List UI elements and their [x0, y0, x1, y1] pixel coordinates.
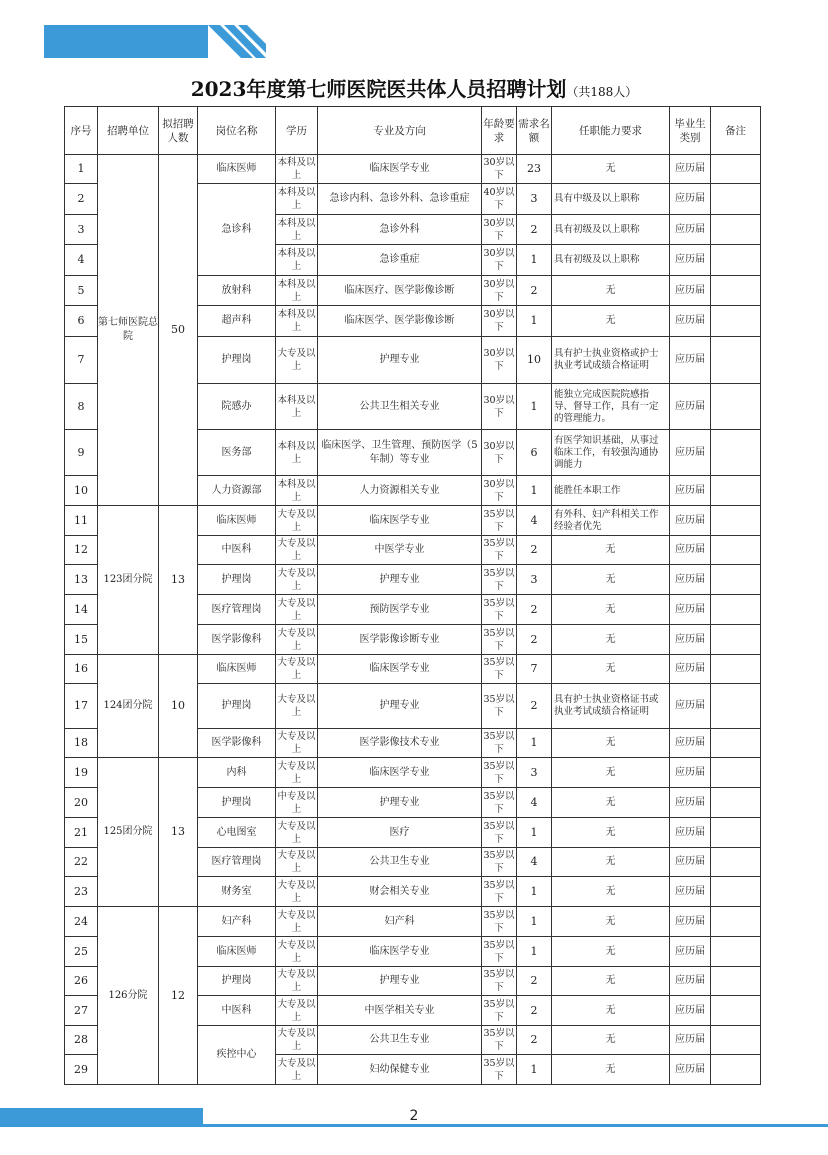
- major: 临床医学专业: [318, 758, 482, 788]
- quota: 23: [517, 155, 552, 184]
- major: 护理专业: [318, 967, 482, 996]
- post-name: 疾控中心: [198, 1026, 276, 1085]
- education: 本科及以上: [276, 245, 318, 276]
- education: 本科及以上: [276, 430, 318, 476]
- notes: [711, 215, 761, 245]
- col-header-major: 专业及方向: [318, 107, 482, 155]
- row-index: 29: [65, 1055, 98, 1085]
- row-index: 12: [65, 536, 98, 565]
- age-requirement: 35岁以下: [482, 506, 517, 536]
- quota: 6: [517, 430, 552, 476]
- major: 公共卫生相关专业: [318, 384, 482, 430]
- age-requirement: 35岁以下: [482, 877, 517, 907]
- age-requirement: 30岁以下: [482, 430, 517, 476]
- table-row: [65, 758, 761, 788]
- notes: [711, 996, 761, 1026]
- graduate-type: 应历届: [670, 476, 711, 506]
- major: 临床医疗、医学影像诊断: [318, 276, 482, 306]
- post-name: 医疗管理岗: [198, 848, 276, 877]
- quota: 2: [517, 1026, 552, 1055]
- graduate-type: 应历届: [670, 536, 711, 565]
- unit-count: 10: [159, 655, 198, 758]
- major: 护理专业: [318, 788, 482, 818]
- table-row: [65, 907, 761, 937]
- notes: [711, 184, 761, 215]
- major: 中医学相关专业: [318, 996, 482, 1026]
- unit-name: 124团分院: [98, 655, 159, 758]
- post-name: 妇产科: [198, 907, 276, 937]
- post-name: 临床医师: [198, 506, 276, 536]
- quota: 1: [517, 907, 552, 937]
- requirements: 无: [552, 758, 670, 788]
- footer-rule: [203, 1124, 828, 1127]
- requirements: 无: [552, 788, 670, 818]
- row-index: 26: [65, 967, 98, 996]
- age-requirement: 35岁以下: [482, 848, 517, 877]
- quota: 7: [517, 655, 552, 684]
- notes: [711, 595, 761, 625]
- notes: [711, 276, 761, 306]
- education: 本科及以上: [276, 306, 318, 337]
- quota: 3: [517, 758, 552, 788]
- row-index: 18: [65, 729, 98, 758]
- age-requirement: 35岁以下: [482, 907, 517, 937]
- post-name: 院感办: [198, 384, 276, 430]
- col-header-index: 序号: [65, 107, 98, 155]
- requirements: 无: [552, 818, 670, 848]
- quota: 4: [517, 848, 552, 877]
- post-name: 医学影像科: [198, 625, 276, 655]
- education: 大专及以上: [276, 684, 318, 729]
- row-index: 14: [65, 595, 98, 625]
- age-requirement: 35岁以下: [482, 758, 517, 788]
- notes: [711, 1026, 761, 1055]
- education: 大专及以上: [276, 1026, 318, 1055]
- col-header-unit: 招聘单位: [98, 107, 159, 155]
- notes: [711, 536, 761, 565]
- row-index: 16: [65, 655, 98, 684]
- unit-name: 123团分院: [98, 506, 159, 655]
- post-name: 财务室: [198, 877, 276, 907]
- major: 护理专业: [318, 684, 482, 729]
- row-index: 23: [65, 877, 98, 907]
- requirements: 无: [552, 655, 670, 684]
- requirements: 无: [552, 729, 670, 758]
- col-header-graduate-type: 毕业生类别: [670, 107, 711, 155]
- post-name: 护理岗: [198, 684, 276, 729]
- age-requirement: 35岁以下: [482, 729, 517, 758]
- row-index: 20: [65, 788, 98, 818]
- document-title-row: [0, 73, 828, 102]
- major: 财会相关专业: [318, 877, 482, 907]
- header-stripe-decoration: [44, 25, 266, 58]
- education: 本科及以上: [276, 384, 318, 430]
- row-index: 9: [65, 430, 98, 476]
- post-name: 护理岗: [198, 967, 276, 996]
- row-index: 17: [65, 684, 98, 729]
- education: 本科及以上: [276, 184, 318, 215]
- graduate-type: 应历届: [670, 729, 711, 758]
- notes: [711, 306, 761, 337]
- requirements: 无: [552, 155, 670, 184]
- post-name: 临床医师: [198, 937, 276, 967]
- post-name: 中医科: [198, 536, 276, 565]
- notes: [711, 758, 761, 788]
- education: 本科及以上: [276, 276, 318, 306]
- requirements: 无: [552, 937, 670, 967]
- page-title: 2023年度第七师医院医共体人员招聘计划: [190, 77, 567, 101]
- row-index: 10: [65, 476, 98, 506]
- requirements: 无: [552, 306, 670, 337]
- graduate-type: 应历届: [670, 306, 711, 337]
- post-name: 人力资源部: [198, 476, 276, 506]
- quota: 2: [517, 536, 552, 565]
- requirements: 无: [552, 276, 670, 306]
- notes: [711, 1055, 761, 1085]
- major: 医学影像技术专业: [318, 729, 482, 758]
- graduate-type: 应历届: [670, 565, 711, 595]
- major: 公共卫生专业: [318, 848, 482, 877]
- notes: [711, 877, 761, 907]
- notes: [711, 684, 761, 729]
- row-index: 13: [65, 565, 98, 595]
- quota: 1: [517, 729, 552, 758]
- notes: [711, 729, 761, 758]
- requirements: 无: [552, 1055, 670, 1085]
- graduate-type: 应历届: [670, 1055, 711, 1085]
- age-requirement: 35岁以下: [482, 595, 517, 625]
- row-index: 19: [65, 758, 98, 788]
- graduate-type: 应历届: [670, 215, 711, 245]
- major: 人力资源相关专业: [318, 476, 482, 506]
- notes: [711, 245, 761, 276]
- row-index: 25: [65, 937, 98, 967]
- education: 大专及以上: [276, 1055, 318, 1085]
- graduate-type: 应历届: [670, 684, 711, 729]
- total-count: （共188人）: [566, 85, 638, 99]
- education: 大专及以上: [276, 937, 318, 967]
- quota: 3: [517, 184, 552, 215]
- post-name: 中医科: [198, 996, 276, 1026]
- post-name: 内科: [198, 758, 276, 788]
- requirements: 具有中级及以上职称: [552, 184, 670, 215]
- row-index: 8: [65, 384, 98, 430]
- requirements: 无: [552, 1026, 670, 1055]
- age-requirement: 35岁以下: [482, 625, 517, 655]
- recruitment-table: [64, 106, 761, 1085]
- major: 急诊重症: [318, 245, 482, 276]
- education: 大专及以上: [276, 565, 318, 595]
- table-header-row: [65, 107, 761, 155]
- major: 妇幼保健专业: [318, 1055, 482, 1085]
- table-row: [65, 155, 761, 184]
- row-index: 4: [65, 245, 98, 276]
- quota: 1: [517, 245, 552, 276]
- age-requirement: 30岁以下: [482, 276, 517, 306]
- major: 护理专业: [318, 337, 482, 384]
- quota: 2: [517, 684, 552, 729]
- major: 医学影像诊断专业: [318, 625, 482, 655]
- major: 中医学专业: [318, 536, 482, 565]
- table-row: [65, 655, 761, 684]
- col-header-age: 年龄要求: [482, 107, 517, 155]
- quota: 1: [517, 476, 552, 506]
- requirements: 能独立完成医院院感指导、督导工作，具有一定的管理能力。: [552, 384, 670, 430]
- education: 大专及以上: [276, 506, 318, 536]
- requirements: 具有初级及以上职称: [552, 215, 670, 245]
- graduate-type: 应历届: [670, 430, 711, 476]
- post-name: 临床医师: [198, 155, 276, 184]
- graduate-type: 应历届: [670, 276, 711, 306]
- quota: 2: [517, 215, 552, 245]
- education: 大专及以上: [276, 655, 318, 684]
- notes: [711, 565, 761, 595]
- age-requirement: 40岁以下: [482, 184, 517, 215]
- col-header-unit-count: 拟招聘人数: [159, 107, 198, 155]
- col-header-notes: 备注: [711, 107, 761, 155]
- page-number: 2: [409, 1108, 419, 1124]
- post-name: 心电图室: [198, 818, 276, 848]
- quota: 2: [517, 996, 552, 1026]
- quota: 2: [517, 276, 552, 306]
- quota: 1: [517, 306, 552, 337]
- quota: 4: [517, 788, 552, 818]
- major: 公共卫生专业: [318, 1026, 482, 1055]
- graduate-type: 应历届: [670, 384, 711, 430]
- graduate-type: 应历届: [670, 337, 711, 384]
- graduate-type: 应历届: [670, 155, 711, 184]
- unit-count: 50: [159, 155, 198, 506]
- age-requirement: 35岁以下: [482, 937, 517, 967]
- requirements: 有外科、妇产科相关工作经验者优先: [552, 506, 670, 536]
- quota: 1: [517, 384, 552, 430]
- education: 中专及以上: [276, 788, 318, 818]
- quota: 2: [517, 625, 552, 655]
- notes: [711, 506, 761, 536]
- major: 护理专业: [318, 565, 482, 595]
- row-index: 21: [65, 818, 98, 848]
- notes: [711, 155, 761, 184]
- notes: [711, 818, 761, 848]
- row-index: 1: [65, 155, 98, 184]
- major: 临床医学、医学影像诊断: [318, 306, 482, 337]
- education: 大专及以上: [276, 595, 318, 625]
- post-name: 医学影像科: [198, 729, 276, 758]
- requirements: 无: [552, 996, 670, 1026]
- row-index: 22: [65, 848, 98, 877]
- unit-count: 12: [159, 907, 198, 1085]
- requirements: 无: [552, 967, 670, 996]
- age-requirement: 35岁以下: [482, 996, 517, 1026]
- quota: 4: [517, 506, 552, 536]
- requirements: 无: [552, 907, 670, 937]
- graduate-type: 应历届: [670, 758, 711, 788]
- age-requirement: 30岁以下: [482, 245, 517, 276]
- graduate-type: 应历届: [670, 506, 711, 536]
- graduate-type: 应历届: [670, 996, 711, 1026]
- unit-name: 126分院: [98, 907, 159, 1085]
- notes: [711, 848, 761, 877]
- notes: [711, 655, 761, 684]
- requirements: 具有初级及以上职称: [552, 245, 670, 276]
- row-index: 3: [65, 215, 98, 245]
- requirements: 无: [552, 595, 670, 625]
- quota: 1: [517, 937, 552, 967]
- education: 大专及以上: [276, 996, 318, 1026]
- age-requirement: 30岁以下: [482, 215, 517, 245]
- row-index: 27: [65, 996, 98, 1026]
- post-name: 医疗管理岗: [198, 595, 276, 625]
- education: 本科及以上: [276, 476, 318, 506]
- requirements: 无: [552, 877, 670, 907]
- age-requirement: 30岁以下: [482, 476, 517, 506]
- post-name: 护理岗: [198, 337, 276, 384]
- major: 临床医学专业: [318, 655, 482, 684]
- education: 大专及以上: [276, 877, 318, 907]
- graduate-type: 应历届: [670, 625, 711, 655]
- major: 妇产科: [318, 907, 482, 937]
- quota: 2: [517, 967, 552, 996]
- row-index: 28: [65, 1026, 98, 1055]
- notes: [711, 788, 761, 818]
- education: 大专及以上: [276, 967, 318, 996]
- major: 预防医学专业: [318, 595, 482, 625]
- education: 本科及以上: [276, 155, 318, 184]
- post-name: 超声科: [198, 306, 276, 337]
- major: 临床医学专业: [318, 506, 482, 536]
- quota: 1: [517, 818, 552, 848]
- row-index: 24: [65, 907, 98, 937]
- education: 大专及以上: [276, 848, 318, 877]
- quota: 1: [517, 877, 552, 907]
- col-header-post: 岗位名称: [198, 107, 276, 155]
- age-requirement: 35岁以下: [482, 967, 517, 996]
- row-index: 2: [65, 184, 98, 215]
- post-name: 急诊科: [198, 184, 276, 276]
- row-index: 6: [65, 306, 98, 337]
- requirements: 有医学知识基础，从事过临床工作，有较强沟通协调能力: [552, 430, 670, 476]
- graduate-type: 应历届: [670, 788, 711, 818]
- notes: [711, 476, 761, 506]
- col-header-education: 学历: [276, 107, 318, 155]
- graduate-type: 应历届: [670, 184, 711, 215]
- graduate-type: 应历届: [670, 937, 711, 967]
- graduate-type: 应历届: [670, 848, 711, 877]
- quota: 1: [517, 1055, 552, 1085]
- requirements: 无: [552, 565, 670, 595]
- education: 大专及以上: [276, 818, 318, 848]
- education: 大专及以上: [276, 758, 318, 788]
- education: 大专及以上: [276, 907, 318, 937]
- age-requirement: 35岁以下: [482, 1026, 517, 1055]
- unit-count: 13: [159, 506, 198, 655]
- post-name: 护理岗: [198, 788, 276, 818]
- notes: [711, 967, 761, 996]
- unit-name: 第七师医院总院: [98, 155, 159, 506]
- major: 临床医学专业: [318, 155, 482, 184]
- table-row: [65, 506, 761, 536]
- post-name: 放射科: [198, 276, 276, 306]
- education: 大专及以上: [276, 625, 318, 655]
- quota: 10: [517, 337, 552, 384]
- major: 临床医学专业: [318, 937, 482, 967]
- age-requirement: 35岁以下: [482, 655, 517, 684]
- requirements: 能胜任本职工作: [552, 476, 670, 506]
- post-name: 临床医师: [198, 655, 276, 684]
- requirements: 无: [552, 848, 670, 877]
- major: 临床医学、卫生管理、预防医学（5年制）等专业: [318, 430, 482, 476]
- graduate-type: 应历届: [670, 595, 711, 625]
- graduate-type: 应历届: [670, 818, 711, 848]
- row-index: 11: [65, 506, 98, 536]
- graduate-type: 应历届: [670, 1026, 711, 1055]
- graduate-type: 应历届: [670, 907, 711, 937]
- education: 大专及以上: [276, 536, 318, 565]
- quota: 3: [517, 565, 552, 595]
- education: 大专及以上: [276, 337, 318, 384]
- post-name: 医务部: [198, 430, 276, 476]
- age-requirement: 30岁以下: [482, 155, 517, 184]
- post-name: 护理岗: [198, 565, 276, 595]
- row-index: 5: [65, 276, 98, 306]
- col-header-quota: 需求名额: [517, 107, 552, 155]
- notes: [711, 384, 761, 430]
- age-requirement: 30岁以下: [482, 384, 517, 430]
- graduate-type: 应历届: [670, 967, 711, 996]
- age-requirement: 35岁以下: [482, 536, 517, 565]
- age-requirement: 35岁以下: [482, 1055, 517, 1085]
- education: 本科及以上: [276, 215, 318, 245]
- unit-count: 13: [159, 758, 198, 907]
- requirements: 无: [552, 536, 670, 565]
- row-index: 15: [65, 625, 98, 655]
- requirements: 具有护士执业资格或护士执业考试成绩合格证明: [552, 337, 670, 384]
- notes: [711, 625, 761, 655]
- age-requirement: 30岁以下: [482, 337, 517, 384]
- age-requirement: 35岁以下: [482, 684, 517, 729]
- major: 急诊内科、急诊外科、急诊重症: [318, 184, 482, 215]
- graduate-type: 应历届: [670, 245, 711, 276]
- major: 医疗: [318, 818, 482, 848]
- requirements: 无: [552, 625, 670, 655]
- notes: [711, 337, 761, 384]
- graduate-type: 应历届: [670, 877, 711, 907]
- age-requirement: 35岁以下: [482, 565, 517, 595]
- major: 急诊外科: [318, 215, 482, 245]
- notes: [711, 430, 761, 476]
- age-requirement: 35岁以下: [482, 818, 517, 848]
- requirements: 具有护士执业资格证书或执业考试成绩合格证明: [552, 684, 670, 729]
- age-requirement: 35岁以下: [482, 788, 517, 818]
- row-index: 7: [65, 337, 98, 384]
- col-header-requirements: 任职能力要求: [552, 107, 670, 155]
- age-requirement: 30岁以下: [482, 306, 517, 337]
- quota: 2: [517, 595, 552, 625]
- education: 大专及以上: [276, 729, 318, 758]
- unit-name: 125团分院: [98, 758, 159, 907]
- notes: [711, 907, 761, 937]
- graduate-type: 应历届: [670, 655, 711, 684]
- notes: [711, 937, 761, 967]
